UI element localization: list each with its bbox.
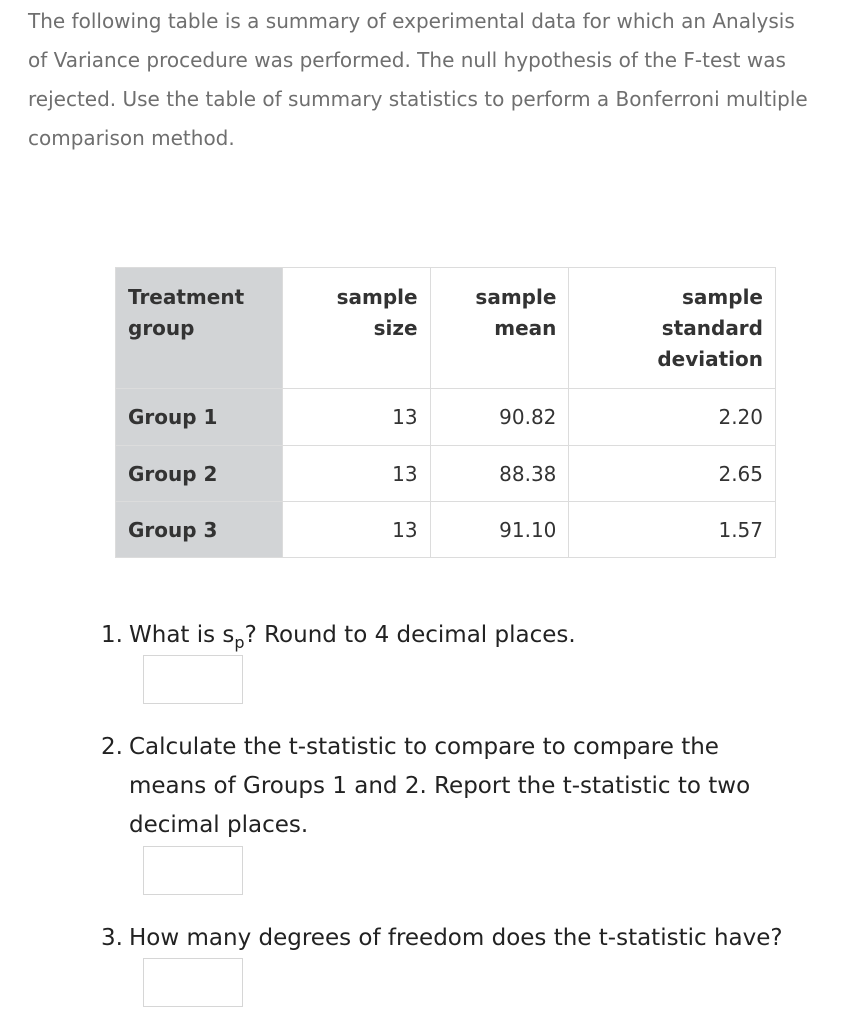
header-sample-mean: sample mean [430,268,569,389]
header-treatment-group: Treatment group [116,268,283,389]
question-text: How many degrees of freedom does the t-statistic have? [129,925,783,951]
group-name-cell: Group 3 [116,502,283,558]
sample-mean-cell: 88.38 [430,446,569,502]
sample-sd-cell: 1.57 [569,502,776,558]
table-row [116,389,776,446]
group-name-cell: Group 1 [116,389,283,446]
intro-line: rejected. Use the table of summary statistics to perform a Bonferroni multiple [28,87,808,111]
sample-mean-cell: 90.82 [430,389,569,446]
table-header-row [116,268,776,389]
question-text-line: means of Groups 1 and 2. Report the t-statistic to two [129,773,751,799]
group-name-cell: Group 2 [116,446,283,502]
header-sample-standard-deviation: sample standard deviation [569,268,776,389]
question-3 [101,919,841,958]
question-2 [101,728,831,845]
header-sample-size: sample size [282,268,430,389]
intro-line: The following table is a summary of experimental data for which an Analysis [28,9,795,33]
summary-statistics-table [115,267,776,558]
table-row [116,446,776,502]
subscript-p: p [234,633,245,652]
sample-size-cell: 13 [282,446,430,502]
question-number: 1. [101,622,123,648]
answer-input-q2[interactable] [143,846,243,895]
sample-sd-cell: 2.65 [569,446,776,502]
sample-sd-cell: 2.20 [569,389,776,446]
intro-line: of Variance procedure was performed. The null hypothesis of the F-test was [28,48,786,72]
sample-size-cell: 13 [282,502,430,558]
intro-paragraph [28,2,858,158]
question-number: 3. [101,925,123,951]
answer-input-q3[interactable] [143,958,243,1007]
question-text-line: decimal places. [129,812,309,838]
table-row [116,502,776,558]
sample-mean-cell: 91.10 [430,502,569,558]
sample-size-cell: 13 [282,389,430,446]
intro-line: comparison method. [28,126,235,150]
answer-input-q1[interactable] [143,655,243,704]
question-text-line: Calculate the t-statistic to compare to compare the [129,734,719,760]
question-number: 2. [101,734,123,760]
question-text: What is $s_p$? Round to 4 decimal places. [129,622,576,652]
